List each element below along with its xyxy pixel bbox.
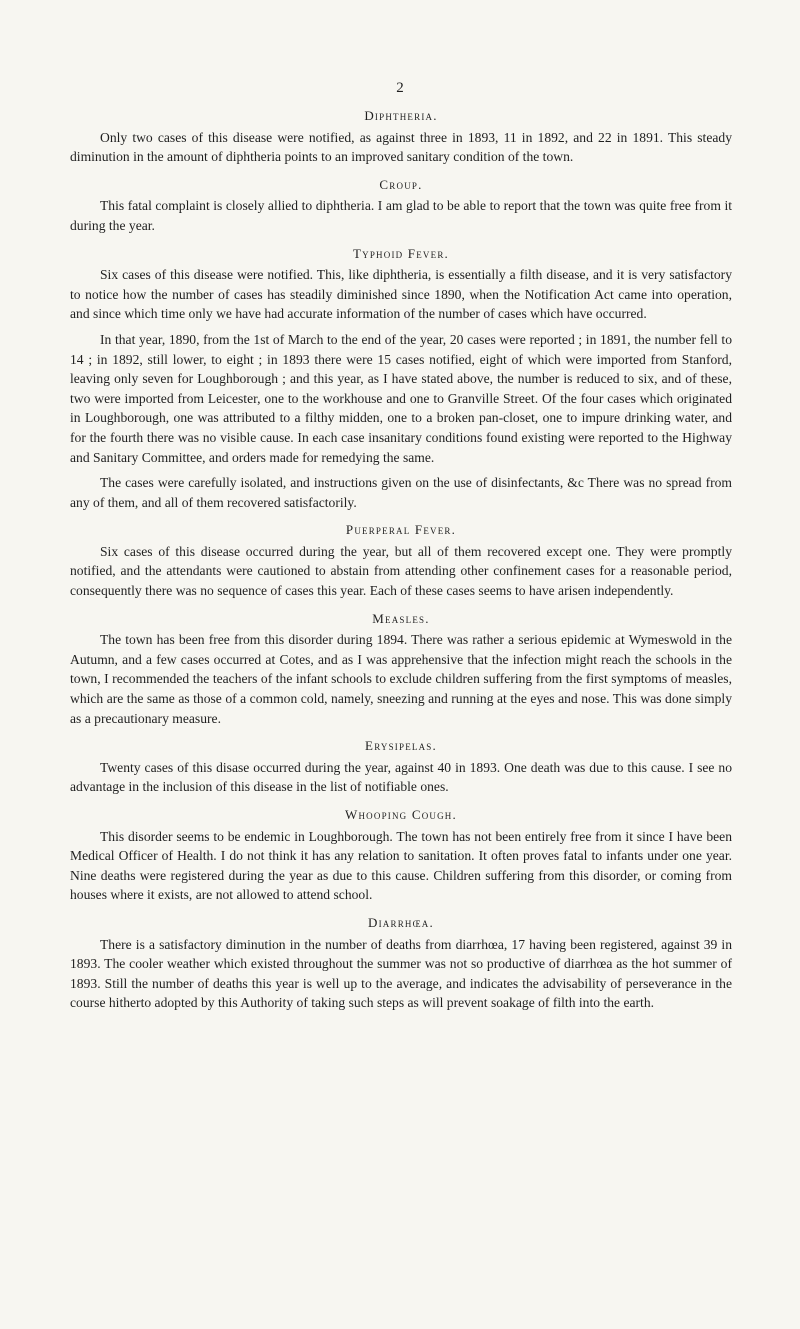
section-paragraph: There is a satisfactory diminution in the number of deaths from diarrhœa, 17 having been registered, against 39 in 1893. The cooler weather which existed throughout the summer was not so productive of diarrhœa as the hot summer of 1893. Still the number of deaths this year is well up to the average, and indicates the advisability of perseverance in the course hitherto adopted by this Authority of taking such steps as will prevent soakage of filth into the earth. — [70, 936, 732, 1011]
section-paragraph: This disorder seems to be endemic in Loughborough. The town has not been entirely free from it since I have been Medical Officer of Health. I do not think it has any relation to sanitation. It often proves fatal to infants under one year. Nine deaths were registered during the year as due to this cause. Children suffering from this disorder, or coming from houses where it exists, are not allowed to attend school. — [70, 828, 732, 903]
section-heading: Measles. — [372, 610, 430, 626]
section-heading: Whooping Cough. — [345, 807, 457, 822]
section-paragraph: Six cases of this disease were notified. This, like diphtheria, is essentially a filth disease, and it is very satisfactory to notice how the number of cases has steadily diminished since 1890, when the Notification Act came into operation, and since which time only we have had accurate information of the number of cases which have occurred. — [70, 267, 732, 322]
section-paragraph: The town has been free from this disorder during 1894. There was rather a serious epidemic at Wymeswold in the Autumn, and a few cases occurred at Cotes, and as I was apprehensive that the infection might reach the schools in the town, I recommended the teachers of the infant schools to exclude children suffering from the first symptoms of measles, which are the same as those of a common cold, namely, sneezing and running at the eyes and nose. This was done simply as a precautionary measure. — [70, 632, 732, 726]
section-heading: Erysipelas. — [365, 738, 437, 754]
section-paragraph: The cases were carefully isolated, and instructions given on the use of disinfectants, &c There was no spread from any of them, and all of them recovered satisfactorily. — [70, 475, 732, 510]
section-paragraph: This fatal complaint is closely allied to diphtheria. I am glad to be able to report that the town was quite free from it during the year. — [70, 198, 732, 233]
section-heading: Croup. — [379, 176, 423, 192]
page-body — [70, 106, 732, 1019]
section-heading: Puerperal Fever. — [345, 522, 457, 538]
section-paragraph: In that year, 1890, from the 1st of March to the end of the year, 20 cases were reported ; in 1891, the number fell to 14 ; in 1892, still lower, to eight ; in 1893 there were 15 cases notified, eight of which were imported from Stanford, leaving only seven for Loughborough ; and this year, as I have stated above, the number is reduced to six, and of these, two were imported from Leicester, one to the workhouse and one to Granville Street. Of the four cases which originated in Loughborough, one was attributed to a filthy midden, one to a broken pan-closet, one to impure drinking water, and for the fourth there was no visible cause. In each case insanitary conditions found existing were reported to the Highway and Sanitary Committee, and orders made for remedying the same. — [70, 331, 732, 465]
section-heading: Diarrhœa. — [368, 914, 434, 930]
section-paragraph: Six cases of this disease occurred during the year, but all of them recovered except one. They were promptly notified, and the attendants were cautioned to abstain from attending other confinement cases for a reasonable period, consequently there was no sequence of cases this year. Each of these cases seems to have arisen independently. — [70, 543, 732, 599]
section-paragraph: Only two cases of this disease were notified, as against three in 1893, 11 in 1892, and 22 in 1891. This steady diminution in the amount of diphtheria points to an improved sanitary condition of the town. — [70, 129, 732, 165]
section-heading: Typhoid Fever. — [353, 245, 449, 261]
page-number: 2 — [396, 80, 404, 96]
section-paragraph: Twenty cases of this disase occurred during the year, against 40 in 1893. One death was due to this cause. I see no advantage in the inclusion of this disease in the list of notifiable ones. — [70, 759, 732, 795]
section-heading: Diphtheria. — [364, 108, 438, 123]
